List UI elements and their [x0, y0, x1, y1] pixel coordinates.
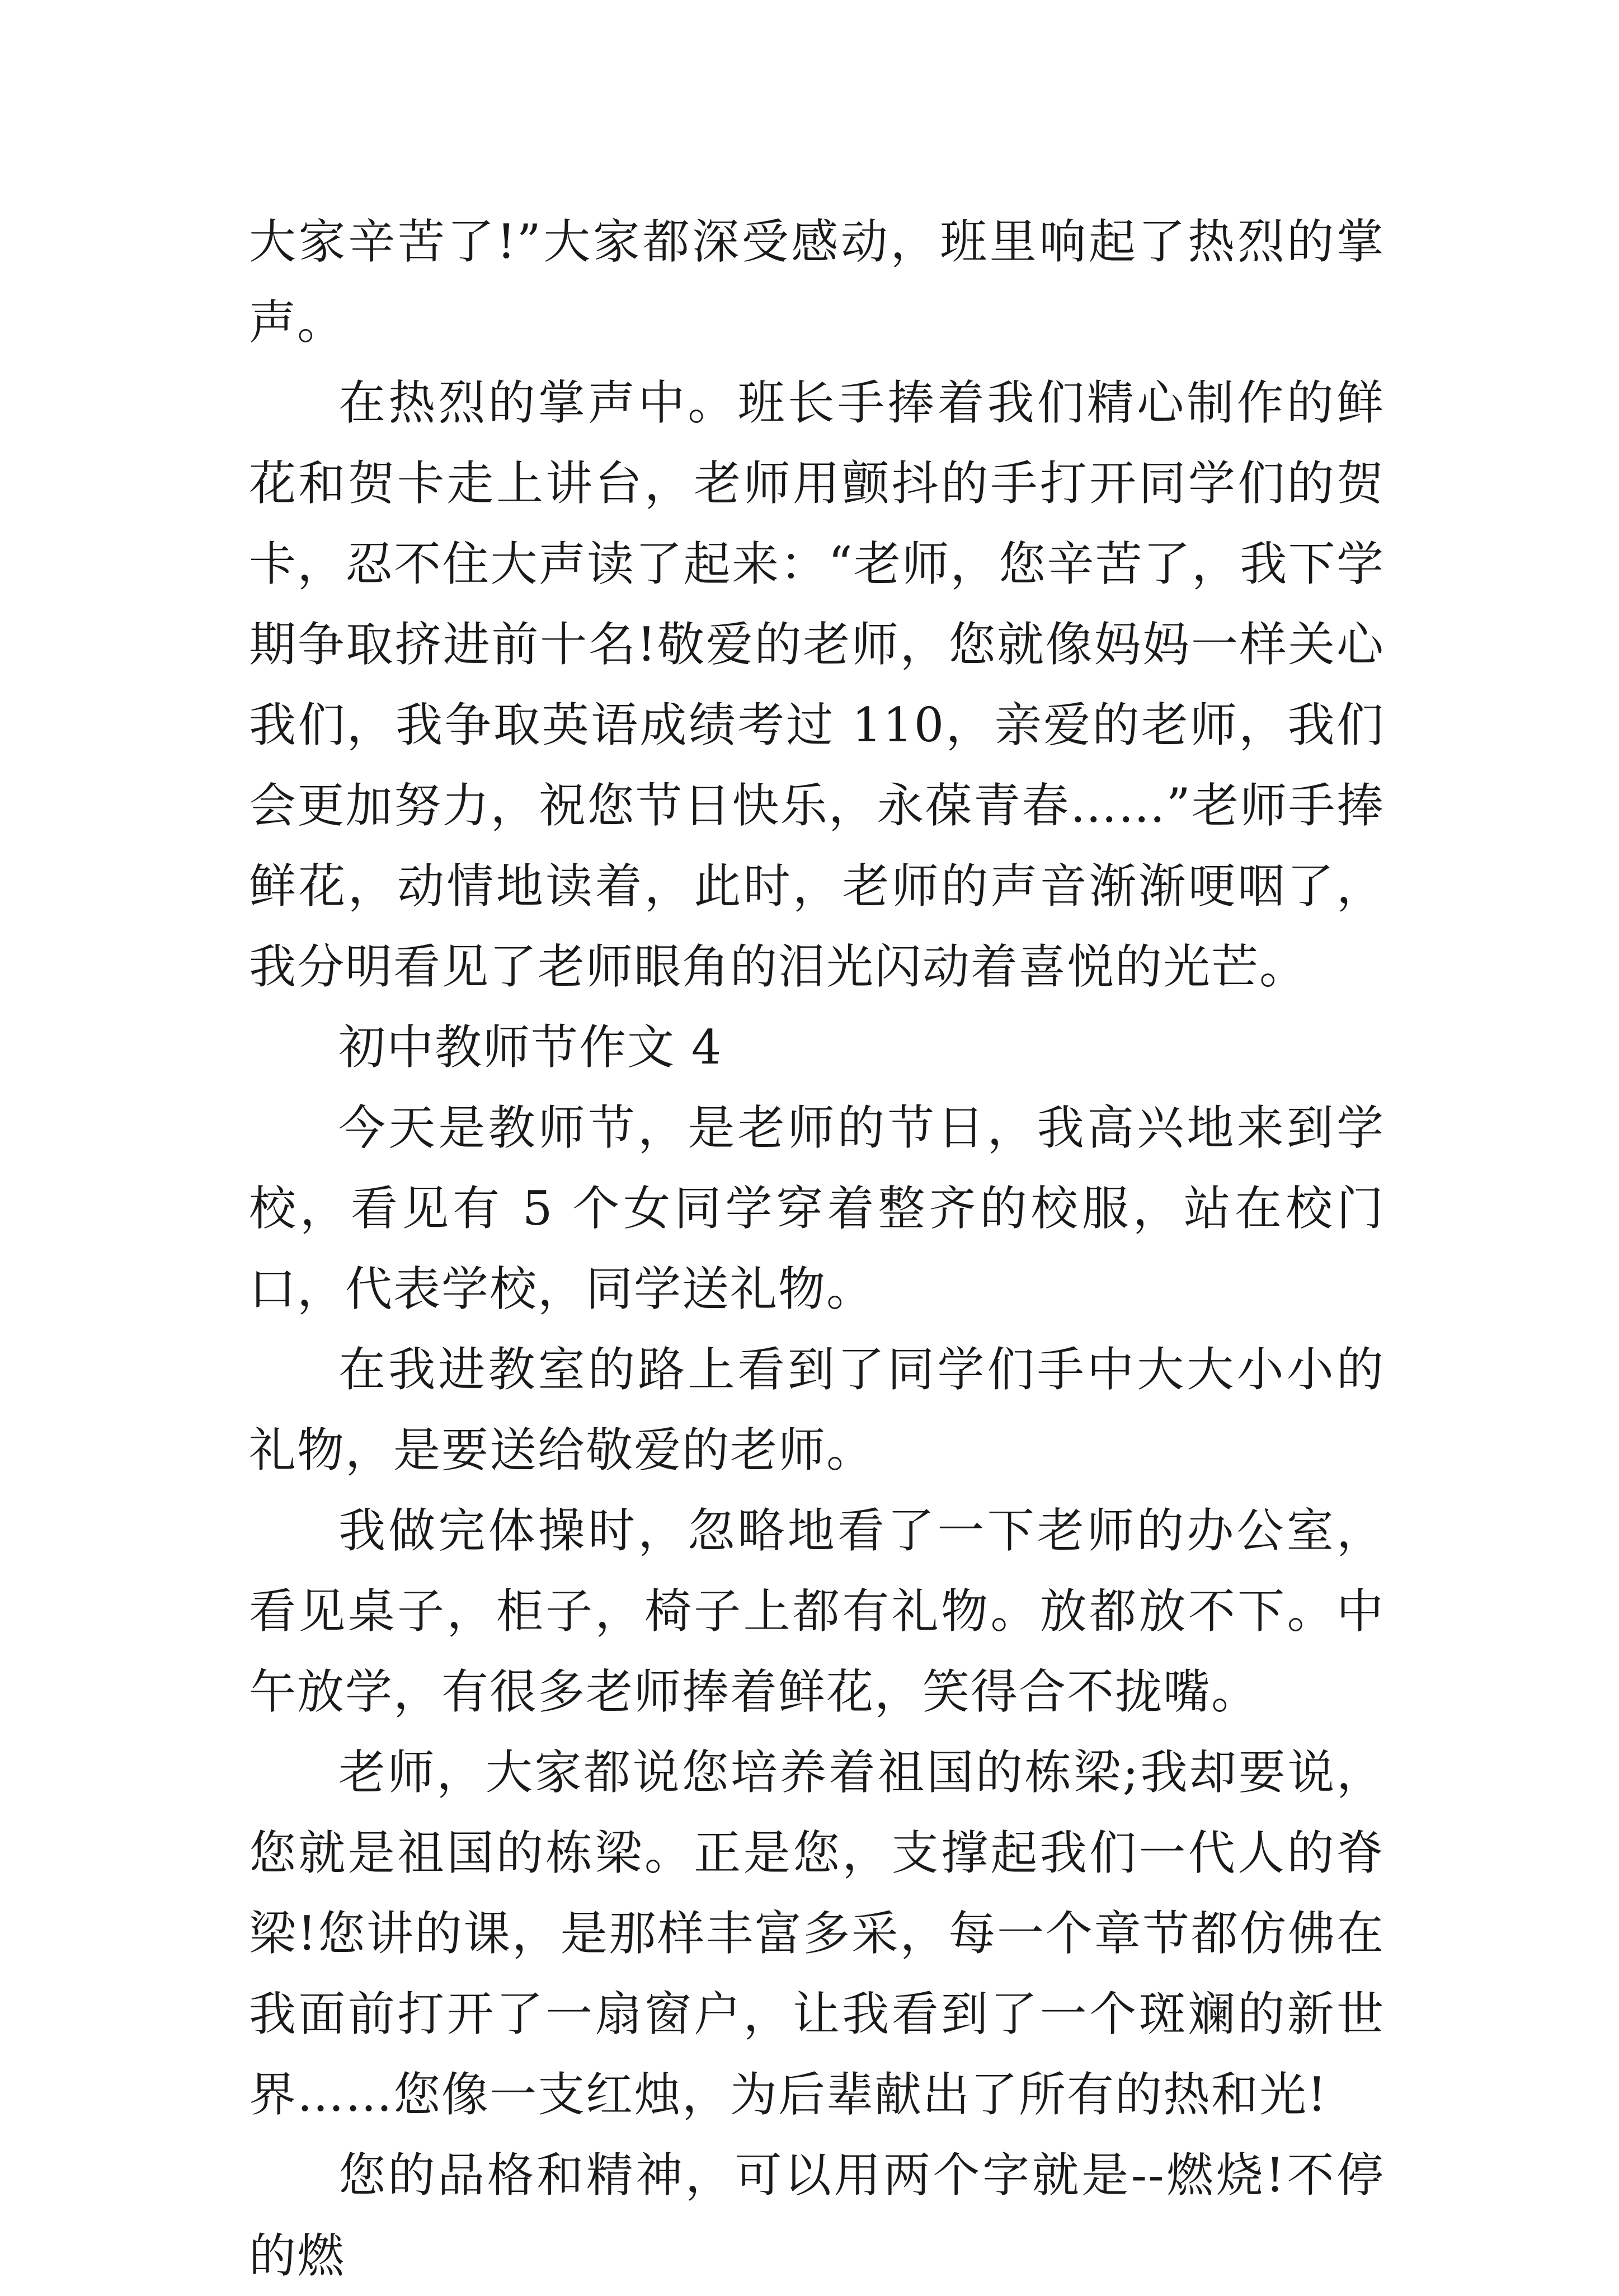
document-body: [249, 201, 1385, 2296]
paragraph: 我做完体操时，忽略地看了一下老师的办公室，看见桌子，柜子，椅子上都有礼物。放都放不下。中午放学，有很多老师捧着鲜花，笑得合不拢嘴。: [249, 1503, 1385, 1719]
paragraph: 今天是教师节，是老师的节日，我高兴地来到学校，看见有 5 个女同学穿着整齐的校服，站在校门口，代表学校，同学送礼物。: [249, 1100, 1385, 1316]
paragraph: 在我进教室的路上看到了同学们手中大大小小的礼物，是要送给敬爱的老师。: [249, 1342, 1385, 1478]
paragraph: 老师，大家都说您培养着祖国的栋梁;我却要说，您就是祖国的栋梁。正是您，支撑起我们一代人的脊梁!您讲的课，是那样丰富多采，每一个章节都仿佛在我面前打开了一扇窗户，让我看到了一个斑斓的新世界……您像一支红烛，为后辈献出了所有的热和光!: [249, 1745, 1385, 2122]
section-heading: 初中教师节作文 4: [338, 1020, 723, 1075]
paragraph: 在热烈的掌声中。班长手捧着我们精心制作的鲜花和贺卡走上讲台，老师用颤抖的手打开同学们的贺卡，忍不住大声读了起来：“老师，您辛苦了，我下学期争取挤进前十名!敬爱的老师，您就像妈妈一样关心我们，我争取英语成绩考过 110，亲爱的老师，我们会更加努力，祝您节日快乐，永葆青春……”老师手捧鲜花，动情地读着，此时，老师的声音渐渐哽咽了，我分明看见了老师眼角的泪光闪动着喜悦的光芒。: [249, 375, 1385, 994]
paragraph: 您的品格和精神，可以用两个字就是--燃烧!不停的燃: [249, 2148, 1385, 2283]
paragraph: 大家辛苦了!”大家都深受感动，班里响起了热烈的掌声。: [249, 214, 1385, 350]
